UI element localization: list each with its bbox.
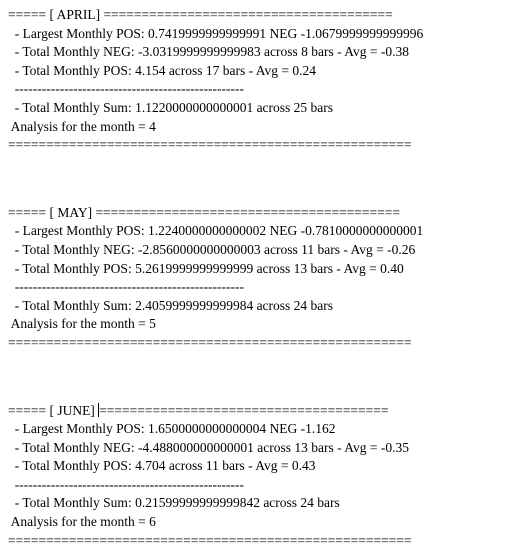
divider-line: --------------------------------------------------- — [8, 278, 513, 297]
analysis-line: Analysis for the month = 5 — [8, 315, 513, 334]
pos-total-line: - Total Monthly POS: 4.704 across 11 bars - Avg = 0.43 — [8, 457, 513, 476]
neg-total-line: - Total Monthly NEG: -2.8560000000000003 across 11 bars - Avg = -0.26 — [8, 241, 513, 260]
spacer — [8, 353, 513, 402]
sum-line: - Total Monthly Sum: 1.1220000000000001 across 25 bars — [8, 99, 513, 118]
month-header: ===== [ APRIL] ====================================== — [8, 6, 513, 25]
largest-line: - Largest Monthly POS: 0.7419999999999991 NEG -1.0679999999999996 — [8, 25, 513, 44]
largest-line: - Largest Monthly POS: 1.2240000000000002 NEG -0.7810000000000001 — [8, 222, 513, 241]
neg-total-line: - Total Monthly NEG: -3.0319999999999983 across 8 bars - Avg = -0.38 — [8, 43, 513, 62]
neg-total-line: - Total Monthly NEG: -4.488000000000001 across 13 bars - Avg = -0.35 — [8, 439, 513, 458]
month-footer: ===================================================== — [8, 136, 513, 155]
sum-line: - Total Monthly Sum: 0.21599999999999842 across 24 bars — [8, 494, 513, 513]
month-footer: ===================================================== — [8, 532, 513, 550]
sum-line: - Total Monthly Sum: 2.4059999999999984 across 24 bars — [8, 297, 513, 316]
analysis-line: Analysis for the month = 6 — [8, 513, 513, 532]
month-block-april — [8, 6, 513, 155]
month-header — [8, 402, 513, 421]
largest-line: - Largest Monthly POS: 1.6500000000000004 NEG -1.162 — [8, 420, 513, 439]
pos-total-line: - Total Monthly POS: 5.2619999999999999 across 13 bars - Avg = 0.40 — [8, 260, 513, 279]
divider-line: --------------------------------------------------- — [8, 476, 513, 495]
pos-total-line: - Total Monthly POS: 4.154 across 17 bars - Avg = 0.24 — [8, 62, 513, 81]
month-footer: ===================================================== — [8, 334, 513, 353]
console-output — [8, 6, 513, 550]
month-header-left: ===== [ JUNE] — [8, 403, 98, 418]
divider-line: --------------------------------------------------- — [8, 80, 513, 99]
month-block-may — [8, 204, 513, 353]
spacer — [8, 155, 513, 204]
month-header-right: ====================================== — [99, 403, 388, 418]
analysis-line: Analysis for the month = 4 — [8, 118, 513, 137]
month-header: ===== [ MAY] ======================================== — [8, 204, 513, 223]
